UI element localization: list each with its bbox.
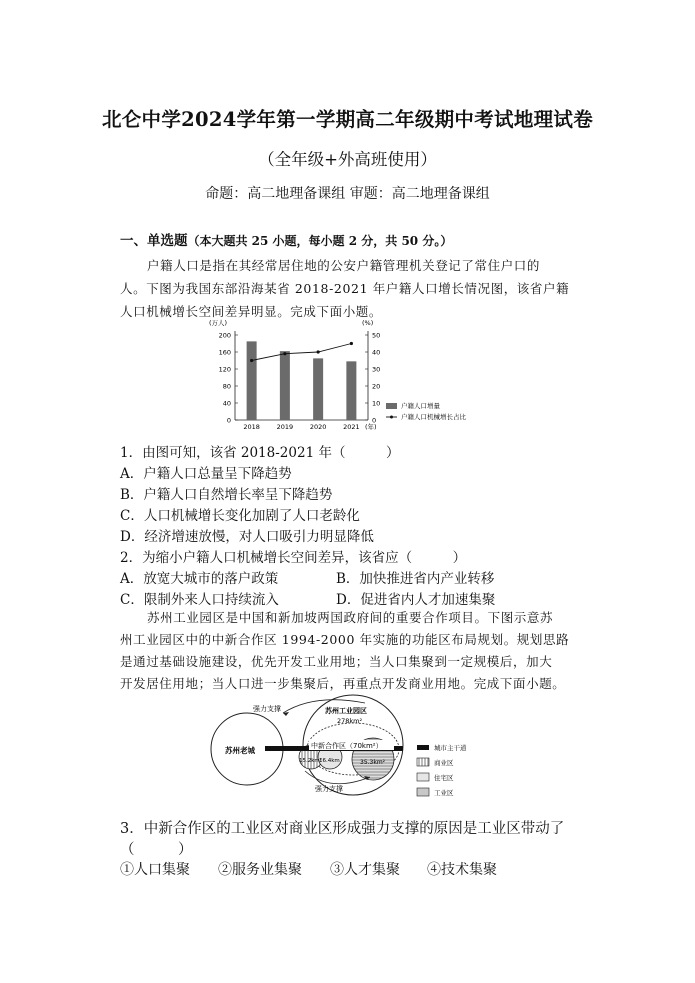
q2-option-c[interactable]: C．限制外来人口持续流入 [120,592,279,608]
line-point [350,342,353,345]
legend-road-label: 城市主干道 [434,744,467,752]
question-2-stem: 2．为缩小户籍人口机械增长空间差异，该省应（ ） [120,550,467,566]
top-arrow-label: 强力支撑 [253,705,281,713]
question-1-stem: 1．由图可知，该省 2018-2021 年（ ） [120,445,400,461]
line-point [283,352,286,355]
cooperation-zone-label: 中新合作区（70km²） [311,742,383,750]
passage1-line: 户籍人口是指在其经常居住地的公安户籍管理机关登记了常住户口的 [147,258,541,273]
page-subtitle: （全年级+外高班使用） [258,150,437,169]
legend-commercial-label: 商业区 [434,759,454,767]
x-tick-label: 2021 [343,423,360,431]
residential-area-label: 16.4km [319,758,340,764]
bar [280,351,290,420]
legend-bar-swatch [386,403,397,409]
bar [346,361,356,420]
line-series [252,344,352,361]
page-title: 北仑中学2024学年第一学期高二年级期中考试地理试卷 [101,108,594,131]
y-right-tick-label: 10 [372,399,381,408]
passage2-line: 开发居住用地；当人口进一步集聚后，再重点开发商业用地。完成下面小题。 [120,676,566,691]
line-point [250,359,253,362]
legend-road-swatch [417,745,429,750]
y-right-tick-label: 0 [372,416,377,425]
bottom-arrow-label: 强力支撑 [315,785,343,793]
q3-option-4[interactable]: ④技术集聚 [427,862,497,878]
legend-residential-label: 住宅区 [434,774,454,782]
x-tick-label: 2018 [243,423,260,431]
passage2-line: 州工业园区中的中新合作区 1994-2000 年实施的功能区布局规划。规划思路 [120,632,570,647]
y-right-tick-label: 40 [372,348,381,357]
population-chart [200,312,500,437]
passage2-line: 苏州工业园区是中国和新加坡两国政府间的重要合作项目。下图示意苏 [147,610,554,625]
y-left-tick-label: 200 [218,331,231,340]
y-right-tick-label: 20 [372,382,381,391]
legend-industrial-swatch [417,788,429,796]
zone-diagram [205,693,505,808]
legend-commercial-swatch [417,758,429,766]
y-left-tick-label: 80 [222,382,231,391]
y-right-tick-label: 30 [372,365,381,374]
legend-industrial-label: 工业区 [434,789,454,797]
section-heading [120,229,452,249]
q3-option-1[interactable]: ①人口集聚 [120,862,190,878]
x-unit: (年) [365,423,377,431]
x-tick-label: 2019 [276,423,294,431]
q2-option-a[interactable]: A．放宽大城市的落户政策 [120,571,279,587]
section-title: 一、单选题 [120,233,188,249]
industrial-area-label: 35.3km² [360,759,386,766]
y-left-tick-label: 0 [226,416,231,425]
authors-line: 命题：高二地理备课组 审题：高二地理备课组 [205,186,490,202]
y-left-tick-label: 40 [222,399,231,408]
park-name-label: 苏州工业园区 [325,707,367,715]
q1-option-b[interactable]: B．户籍人口自然增长率呈下降趋势 [120,487,333,503]
passage1-line: 人。下图为我国东部沿海某省 2018-2021 年户籍人口增长情况图，该省户籍 [120,281,570,296]
q1-option-c[interactable]: C．人口机械增长变化加剧了人口老龄化 [120,508,360,524]
q2-option-b[interactable]: B．加快推进省内产业转移 [336,571,495,587]
bar [313,358,323,420]
x-tick-label: 2020 [309,423,327,431]
y-left-tick-label: 120 [218,365,231,374]
old-city-label: 苏州老城 [225,746,255,755]
line-point [317,350,320,353]
section-note: （本大题共 25 小题，每小题 2 分，共 50 分。） [187,234,453,248]
passage1-line: 人口机械增长空间差异明显。完成下面小题。 [120,304,383,319]
legend-line-label: 户籍人口机械增长占比 [401,413,466,421]
commercial-area-label: 15.2km² [299,758,322,764]
park-area-label: 278km² [337,717,363,725]
legend-residential-swatch [417,773,429,781]
y-right-tick-label: 50 [372,331,381,340]
q3-option-2[interactable]: ②服务业集聚 [218,862,302,878]
legend-line-point [390,416,393,419]
y-right-unit: (%) [362,319,374,327]
legend-bar-label: 户籍人口增量 [401,402,440,410]
bar [247,341,257,420]
question-3-stem: 3．中新合作区的工业区对商业区形成强力支撑的原因是工业区带动了 [120,821,565,837]
q2-option-d[interactable]: D．促进省内人才加速集聚 [336,592,496,608]
passage2-line: 是通过基础设施建设，优先开发工业用地；当人口集聚到一定规模后，加大 [120,654,553,669]
question-3-paren: （ ） [120,842,193,858]
y-left-unit: (万人) [209,319,228,327]
q3-option-3[interactable]: ③人才集聚 [330,862,400,878]
q1-option-d[interactable]: D．经济增速放慢，对人口吸引力明显降低 [120,529,374,545]
y-left-tick-label: 160 [218,348,231,357]
q1-option-a[interactable]: A．户籍人口总量呈下降趋势 [120,466,292,482]
